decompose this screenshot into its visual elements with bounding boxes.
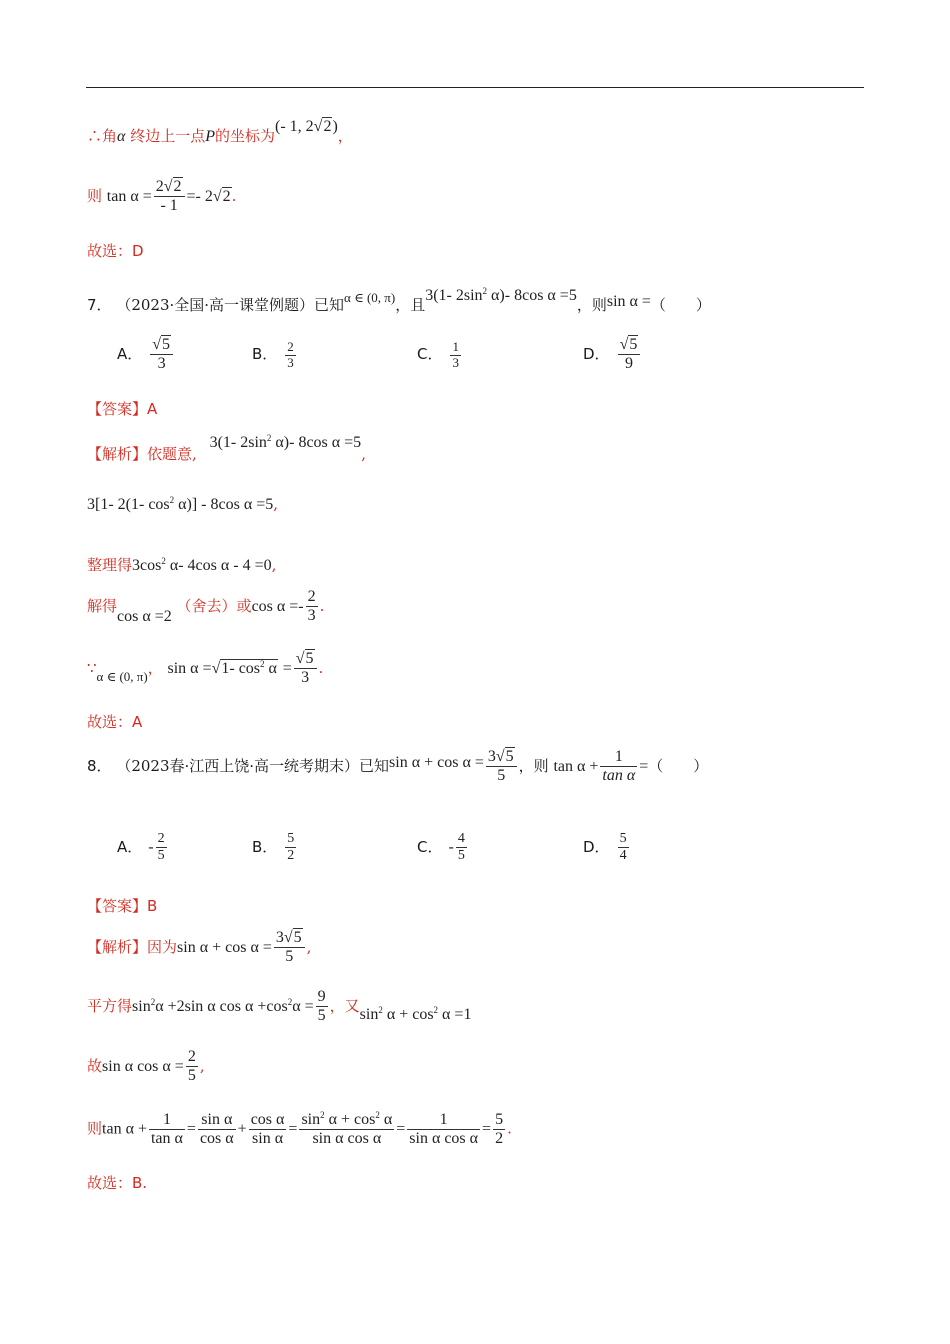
option-b[interactable]: B． $\frac{2}{3}$ (252, 339, 294, 370)
coordinate: (- 1, 2√2) (275, 118, 338, 135)
formula: =- 2 (186, 187, 213, 205)
answer-8: 【答案】B (87, 897, 158, 915)
fraction: $\frac{2√2}{- 1}$ (154, 178, 185, 216)
text: ， (337, 127, 353, 145)
analysis-7-intro: 【解析】依题意, 3(1- $2\sin^2$ α)- 8cos α =5, (87, 433, 366, 463)
analysis-8-step4: 则tan α + $\frac{1}{\text{tan α}}$ = $\frac{\text{sin α}}{\text{cos α}}$ + $\frac{\text{cos α}}{\text{sin α}}$ = $\frac{\sin^2 \alpha + \cos^2 \alpha}{\text{sin α cos α}}$ = $\frac{1}{\text{sin α cos α}}$ = $\frac{5}{2}$ . (87, 1110, 512, 1148)
question-number: 7． (87, 296, 112, 314)
analysis-7-step5: ∵α ∈ (0, π)， sin α =√1- $\cos^2 \alpha$ = $\frac{√5}{3}$ . (87, 650, 324, 687)
analysis-7-step2: 3[1- 2(1- $\cos^2 \alpha)] - 8\cos$ α =5, (87, 495, 279, 513)
formula: tan α = (106, 187, 152, 205)
analysis-8-step2: 平方得$\sin^2\alpha +2\sin$ α $\cos \alpha +\cos^2\alpha$ = $\frac{9}{5}$ ，又$\sin^2 \alpha + \cos^2 \alpha =1$ (87, 988, 472, 1025)
text: 则 (87, 186, 103, 205)
question-8: 8． （2023春·江西上饶·高一统考期末）已知sin α + cos α = $\frac{3√5}{5}$ ，则 tan α + $\frac{1}{\text{tan α}}$ =（ ） (87, 748, 709, 785)
equation: 3(1- $2\sin^2$ α)- 8cos α =5 (425, 286, 577, 304)
question-source: （2023春·江西上饶·高一统考期末）已知 (116, 756, 390, 775)
analysis-7-step4: 解得cos α =2 （舍去）或cos α =- $\frac{2}{3}$ . (87, 588, 325, 625)
choose-d: 故选：D (87, 242, 144, 260)
text: 终边上一点 (130, 127, 206, 145)
option-a[interactable]: A． - $\frac{2}{5}$ (117, 831, 165, 864)
option-d[interactable]: D． $\frac{5}{4}$ (583, 831, 627, 864)
alpha: α (117, 128, 126, 145)
choose-7: 故选：A (87, 713, 143, 731)
line-tan-value: 则 tan α = $\frac{2√2}{- 1}$ =- 2√2. (87, 178, 237, 215)
line-terminal-point (87, 118, 353, 146)
option-c[interactable]: C． - $\frac{4}{5}$ (417, 831, 465, 864)
header-rule (86, 87, 864, 88)
option-d[interactable]: D． $\frac{√5}{9}$ (583, 336, 642, 374)
condition: α ∈ (0, π) (344, 290, 396, 305)
answer-7: 【答案】A (87, 400, 158, 418)
text: ∴角 (87, 127, 118, 145)
question-7: 7． （2023·全国·高一课堂例题）已知α ∈ (0, π)，且3(1- $2\sin^2$ α)- 8cos α =5，则sin α =（ ） (87, 286, 711, 314)
option-b[interactable]: B． $\frac{5}{2}$ (252, 831, 295, 864)
point-p: P (205, 128, 215, 145)
option-c[interactable]: C． $\frac{1}{3}$ (417, 339, 459, 370)
question-source: （2023·全国·高一课堂例题）已知 (116, 296, 345, 314)
text: 的坐标为 (215, 127, 276, 145)
analysis-8-step3: 故sin α cos α = $\frac{2}{5}$ , (87, 1048, 205, 1085)
choose-8: 故选：B. (87, 1174, 148, 1192)
question-number: 8． (87, 756, 112, 775)
analysis-8-intro: 【解析】因为sin α + cos α = $\frac{3√5}{5}$ , (87, 929, 312, 966)
option-a[interactable]: A． $\frac{√5}{3}$ (117, 336, 175, 374)
analysis-7-step3: 整理得$3\cos^2$ α- 4cos α - 4 =0, (87, 556, 277, 574)
